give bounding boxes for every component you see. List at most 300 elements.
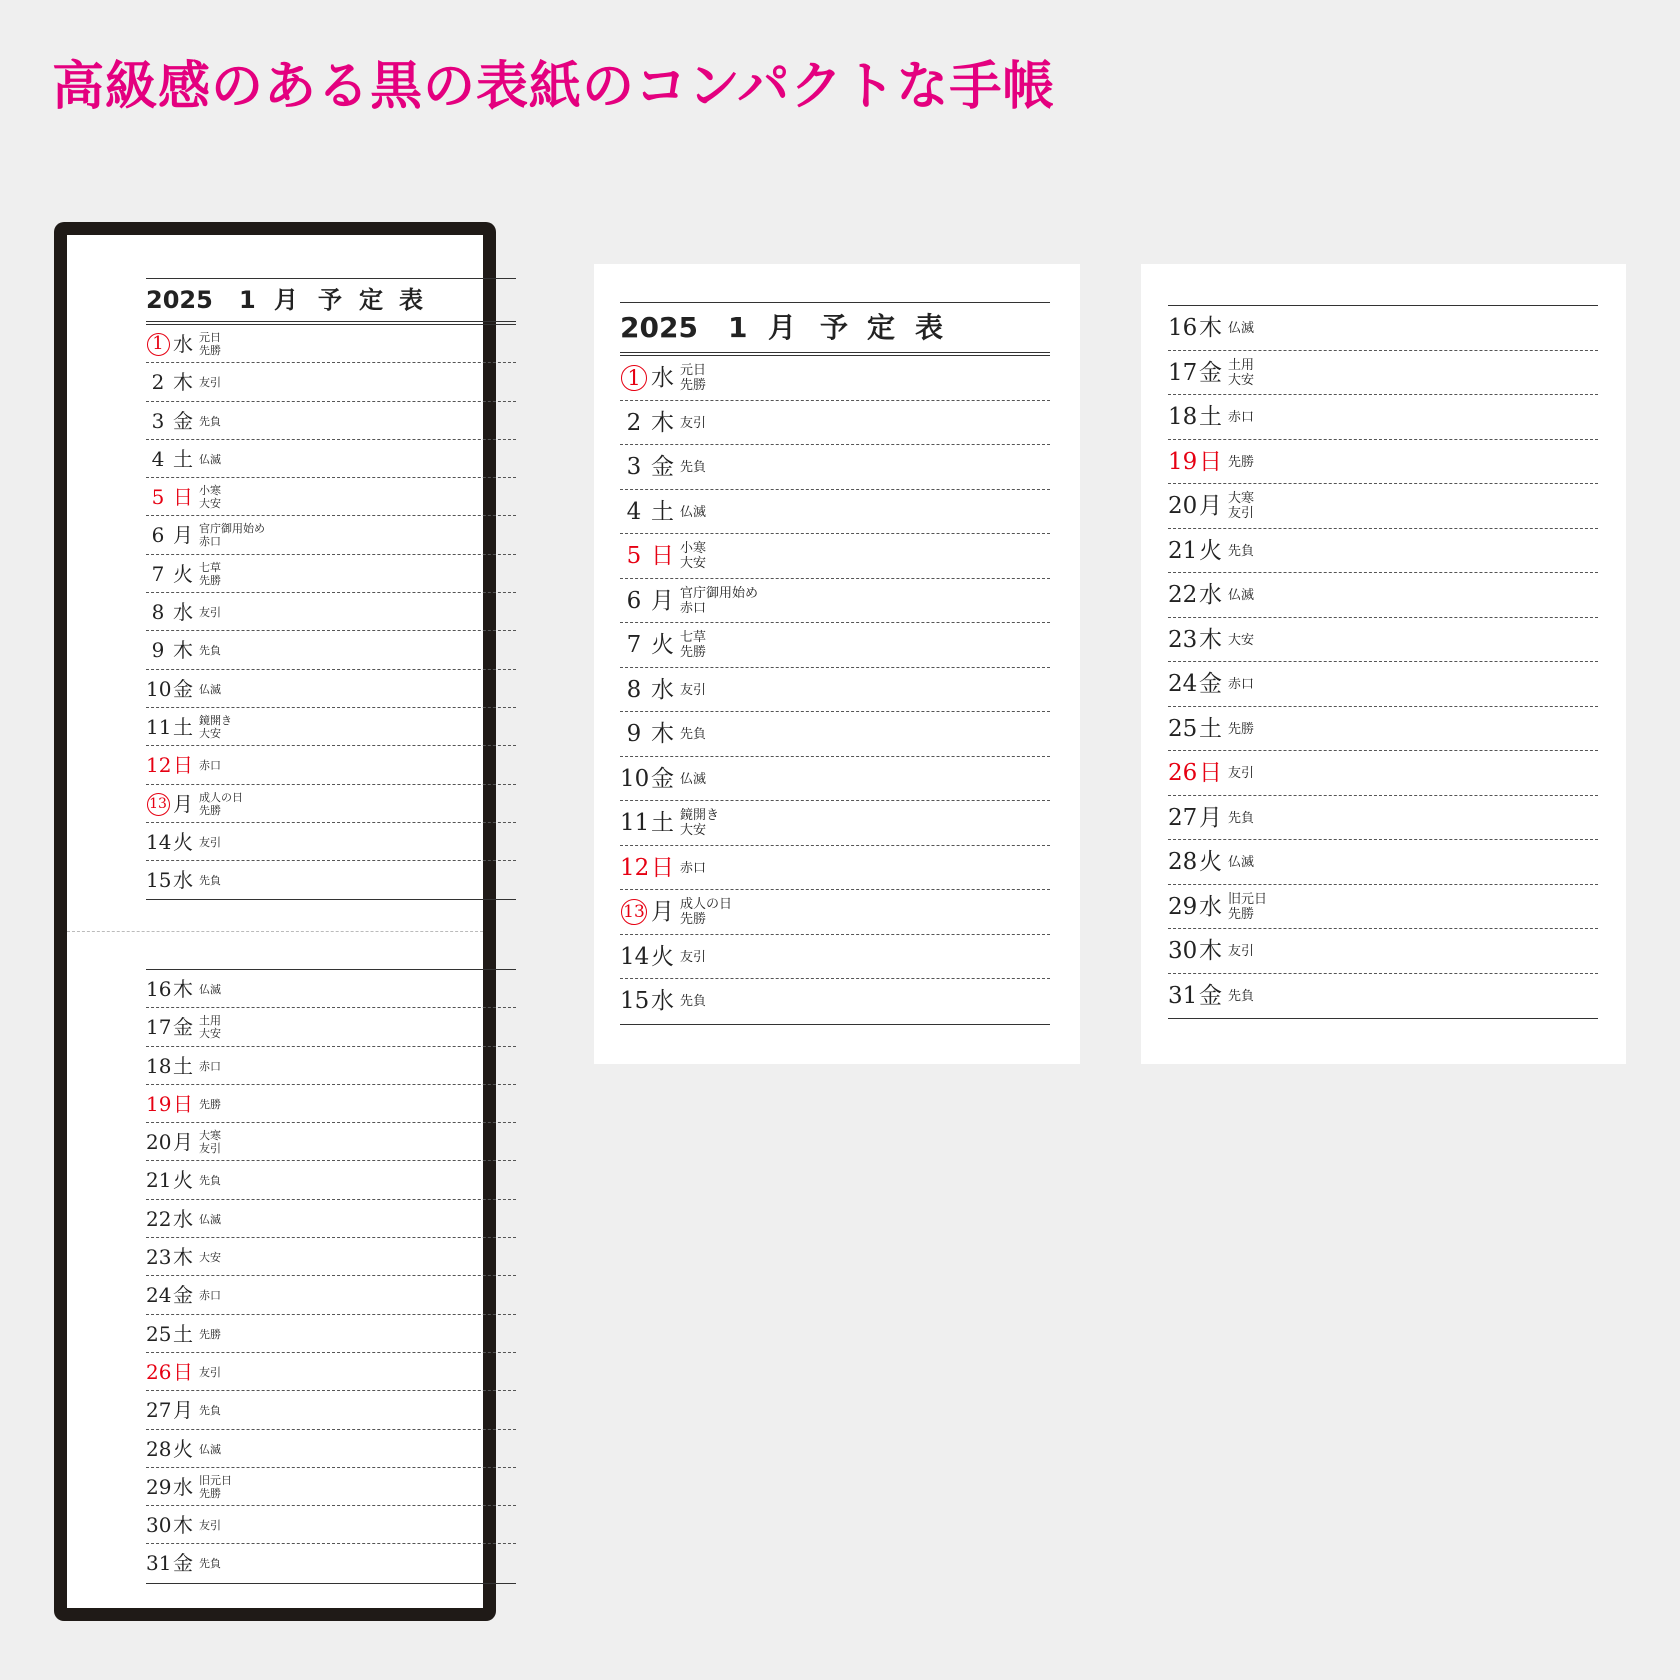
rokuyo-note (199, 331, 221, 357)
weekday: 金 (173, 1283, 193, 1308)
rokuyo-note (199, 644, 221, 657)
day-row (146, 516, 516, 554)
rokuyo-note (199, 1366, 221, 1379)
weekday: 水 (651, 676, 674, 703)
rokuyo-line: 大安 (199, 1027, 221, 1041)
day-row (1168, 751, 1598, 796)
day-number: 4 (151, 446, 165, 471)
day-row (1168, 885, 1598, 930)
day-row (1168, 929, 1598, 974)
rokuyo-line: 先勝 (199, 803, 221, 817)
rokuyo-note (1228, 989, 1254, 1004)
rokuyo-line: 仏滅 (199, 1212, 221, 1226)
weekday: 月 (173, 523, 193, 548)
rokuyo-line: 先勝 (199, 1327, 221, 1341)
day-number: 19 (146, 1091, 172, 1116)
rokuyo-note (1228, 588, 1254, 603)
weekday: 火 (173, 561, 193, 586)
weekday: 土 (651, 498, 674, 525)
day-number: 31 (1168, 982, 1198, 1009)
rokuyo-line: 友引 (680, 949, 707, 965)
rokuyo-line: 旧元日 (1228, 891, 1268, 907)
day-list (1168, 306, 1598, 1019)
weekday: 土 (173, 1321, 193, 1346)
rokuyo-note (199, 1519, 221, 1532)
rokuyo-line: 友引 (199, 376, 221, 390)
rokuyo-line: 先負 (199, 1557, 221, 1571)
day-row (1168, 840, 1598, 885)
day-row (620, 445, 1050, 490)
day-number: 1 (627, 366, 641, 390)
weekday: 月 (173, 1130, 193, 1155)
rokuyo-line: 先勝 (1228, 454, 1255, 470)
rokuyo-note (199, 1251, 221, 1264)
rokuyo-line: 土用 (199, 1014, 221, 1028)
rokuyo-note (680, 808, 719, 838)
day-number: 23 (146, 1245, 172, 1270)
day-row (146, 402, 516, 440)
weekday: 木 (1199, 626, 1222, 653)
rokuyo-note (199, 453, 221, 466)
day-row (1168, 974, 1598, 1019)
day-row (146, 970, 516, 1008)
day-number: 18 (146, 1053, 172, 1078)
day-row (146, 785, 516, 823)
weekday: 日 (651, 854, 674, 881)
weekday: 金 (1199, 671, 1222, 697)
rokuyo-note (1228, 633, 1254, 648)
rokuyo-note (1228, 491, 1254, 521)
weekday: 日 (173, 1091, 193, 1116)
notebook-black-cover (54, 222, 496, 1621)
rokuyo-line: 成人の日 (199, 790, 243, 804)
rokuyo-line: 先勝 (680, 378, 707, 393)
day-number: 31 (146, 1551, 172, 1576)
day-row (146, 1315, 516, 1353)
rokuyo-line: 大安 (680, 823, 707, 838)
rokuyo-note (199, 1098, 221, 1111)
day-number: 8 (151, 600, 165, 625)
day-number: 27 (1168, 804, 1198, 831)
weekday: 月 (1199, 804, 1222, 831)
rokuyo-line: 鏡開き (680, 808, 720, 823)
rokuyo-line: 先勝 (199, 1097, 221, 1111)
weekday: 日 (173, 753, 193, 778)
weekday: 木 (173, 1513, 193, 1538)
rokuyo-note (199, 561, 221, 587)
day-row (1168, 306, 1598, 351)
weekday: 日 (1199, 760, 1222, 786)
rokuyo-line: 土用 (1228, 357, 1255, 373)
day-row (146, 1008, 516, 1046)
rokuyo-note (1228, 544, 1254, 559)
day-row (146, 363, 516, 401)
day-number: 16 (146, 977, 172, 1001)
day-row (620, 890, 1050, 935)
weekday: 火 (173, 1436, 193, 1461)
rokuyo-line: 先負 (199, 1404, 221, 1418)
rokuyo-note (1228, 321, 1254, 336)
weekday: 土 (173, 1053, 193, 1078)
weekday: 日 (173, 485, 193, 510)
day-number: 1 (152, 333, 164, 354)
rokuyo-line: 官庁御用始め (680, 585, 759, 601)
rokuyo-note (199, 484, 221, 510)
rokuyo-line: 友引 (1228, 944, 1255, 959)
day-number: 17 (1168, 359, 1198, 386)
weekday: 木 (651, 409, 674, 436)
day-row (620, 668, 1050, 713)
rokuyo-note (199, 1289, 221, 1302)
rokuyo-line: 先負 (199, 644, 221, 658)
rokuyo-line: 元日 (680, 363, 707, 378)
day-number: 20 (1168, 493, 1198, 519)
day-row (146, 1353, 516, 1391)
day-row (146, 325, 516, 363)
day-row (620, 757, 1050, 802)
rokuyo-line: 大安 (199, 726, 221, 740)
day-number: 25 (146, 1321, 172, 1346)
rokuyo-line: 大安 (680, 556, 707, 571)
rokuyo-line: 友引 (199, 606, 221, 620)
weekday: 水 (173, 1206, 193, 1231)
rokuyo-line: 先勝 (199, 344, 221, 357)
day-number: 22 (146, 1206, 172, 1231)
weekday: 金 (173, 1551, 193, 1576)
day-number: 11 (146, 714, 172, 739)
day-number: 21 (146, 1168, 172, 1193)
day-row (146, 1391, 516, 1429)
day-row (146, 631, 516, 669)
rokuyo-line: 友引 (199, 1365, 221, 1379)
day-row (1168, 395, 1598, 440)
day-number: 11 (620, 810, 650, 836)
title-label-2: 定 (359, 286, 383, 314)
day-number: 12 (620, 854, 650, 881)
weekday: 金 (173, 676, 193, 701)
weekday: 月 (173, 791, 193, 816)
title-label-2: 定 (867, 311, 896, 344)
day-number: 19 (1168, 448, 1198, 475)
weekday: 木 (1199, 938, 1222, 964)
title-month: 1 (728, 311, 748, 344)
day-number: 10 (620, 765, 650, 792)
day-number: 10 (146, 676, 172, 701)
day-number: 4 (626, 498, 642, 525)
rokuyo-note (1228, 358, 1254, 388)
rokuyo-note (1228, 892, 1267, 922)
rokuyo-note (1228, 811, 1254, 826)
day-number: 5 (626, 543, 642, 569)
day-row (1168, 707, 1598, 752)
rokuyo-line: 先負 (680, 727, 707, 742)
rokuyo-line: 先負 (1228, 988, 1255, 1004)
day-row (620, 623, 1050, 668)
day-number: 3 (151, 408, 165, 433)
rokuyo-line: 小寒 (680, 541, 707, 556)
day-row (620, 801, 1050, 846)
day-number: 21 (1168, 537, 1198, 564)
rokuyo-note (1228, 722, 1254, 737)
rokuyo-note (680, 727, 706, 742)
rokuyo-line: 仏滅 (199, 682, 221, 696)
day-row (620, 490, 1050, 535)
day-row (620, 979, 1050, 1024)
rokuyo-line: 大寒 (199, 1129, 221, 1143)
weekday: 水 (173, 332, 193, 356)
weekday: 水 (173, 868, 193, 893)
day-number: 24 (146, 1283, 172, 1308)
headline: 高級感のある黒の表紙のコンパクトな手帳 (52, 57, 1056, 117)
rokuyo-note (680, 586, 758, 616)
weekday: 日 (651, 543, 674, 569)
rokuyo-note (1228, 855, 1254, 870)
rokuyo-line: 友引 (680, 415, 707, 431)
title-label-1: 予 (820, 311, 849, 344)
rokuyo-note (680, 861, 706, 876)
day-number: 26 (1168, 760, 1198, 786)
day-number: 17 (146, 1015, 172, 1040)
day-row (1168, 573, 1598, 618)
rokuyo-line: 大安 (199, 497, 221, 511)
day-number: 24 (1168, 671, 1198, 697)
day-row (146, 1468, 516, 1506)
day-row (146, 1085, 516, 1123)
weekday: 水 (651, 365, 674, 391)
weekday: 火 (651, 632, 674, 658)
rokuyo-line: 七草 (680, 630, 707, 645)
rokuyo-line: 先勝 (199, 1486, 221, 1500)
rokuyo-note (199, 1174, 221, 1187)
day-row (1168, 618, 1598, 663)
rokuyo-note (199, 1060, 221, 1073)
day-row (146, 478, 516, 516)
day-number: 6 (626, 587, 642, 614)
day-number: 3 (626, 454, 642, 480)
day-number: 12 (146, 753, 172, 778)
rokuyo-line: 仏滅 (199, 1442, 221, 1456)
day-row (146, 861, 516, 899)
weekday: 金 (173, 1015, 193, 1040)
day-number: 5 (151, 485, 165, 510)
rokuyo-line: 先負 (1228, 810, 1255, 826)
day-row (146, 1238, 516, 1276)
day-number: 28 (1168, 849, 1198, 875)
day-row (1168, 529, 1598, 574)
rokuyo-note (199, 791, 243, 817)
weekday: 水 (1199, 893, 1222, 920)
day-row (620, 712, 1050, 757)
rokuyo-note (199, 1557, 221, 1570)
day-row (146, 708, 516, 746)
weekday: 月 (1199, 493, 1222, 519)
rokuyo-note (680, 363, 706, 393)
title-year: 2025 (146, 286, 213, 314)
rokuyo-line: 成人の日 (680, 897, 733, 912)
rokuyo-note (680, 630, 706, 660)
day-row (620, 846, 1050, 891)
rokuyo-note (680, 541, 706, 571)
rokuyo-line: 赤口 (680, 600, 707, 616)
rokuyo-line: 友引 (680, 682, 707, 698)
rokuyo-line: 大寒 (1228, 491, 1255, 506)
day-row (146, 670, 516, 708)
day-row (1168, 351, 1598, 396)
day-row (146, 1200, 516, 1238)
rokuyo-line: 先勝 (1228, 721, 1255, 737)
rokuyo-line: 先負 (680, 994, 707, 1009)
rokuyo-line: 友引 (199, 1142, 221, 1156)
weekday: 金 (173, 408, 193, 433)
weekday: 木 (651, 721, 674, 747)
day-row (620, 401, 1050, 446)
day-row (146, 593, 516, 631)
day-number: 15 (146, 868, 172, 893)
day-number: 9 (626, 721, 642, 747)
day-number: 30 (1168, 938, 1198, 964)
day-number: 13 (149, 795, 167, 812)
rokuyo-note (199, 415, 221, 428)
day-number: 2 (626, 409, 642, 436)
day-number: 28 (146, 1436, 172, 1461)
day-row (1168, 662, 1598, 707)
rokuyo-line: 友引 (199, 835, 221, 849)
rokuyo-line: 赤口 (199, 535, 221, 549)
title-month-unit: 月 (274, 286, 298, 314)
weekday: 木 (173, 1245, 193, 1270)
day-number: 16 (1168, 315, 1198, 341)
day-row (1168, 796, 1598, 841)
title-month-unit: 月 (768, 311, 797, 344)
weekday: 水 (1199, 582, 1222, 608)
rokuyo-line: 友引 (1228, 506, 1255, 521)
day-number: 14 (146, 829, 172, 854)
rokuyo-line: 友引 (199, 1519, 221, 1533)
day-row (146, 746, 516, 784)
weekday: 水 (173, 600, 193, 625)
weekday: 日 (1199, 448, 1222, 475)
day-number: 27 (146, 1398, 172, 1423)
rokuyo-line: 先勝 (199, 573, 221, 587)
rokuyo-line: 鏡開き (199, 713, 232, 727)
page-days-1-15 (594, 264, 1080, 1064)
weekday: 水 (173, 1474, 193, 1499)
rokuyo-note (680, 416, 706, 431)
day-number: 25 (1168, 715, 1198, 742)
day-row (1168, 484, 1598, 529)
day-number: 13 (623, 902, 645, 922)
day-row (146, 440, 516, 478)
day-list (146, 325, 516, 900)
day-row (620, 579, 1050, 624)
day-number: 15 (620, 988, 650, 1014)
rokuyo-line: 仏滅 (199, 983, 221, 996)
rokuyo-line: 友引 (1228, 766, 1255, 781)
rokuyo-note (680, 897, 732, 927)
weekday: 土 (1199, 715, 1222, 742)
weekday: 火 (173, 1168, 193, 1193)
rokuyo-line: 大安 (1228, 632, 1255, 648)
fold-line (67, 931, 483, 932)
rokuyo-line: 赤口 (1228, 677, 1255, 692)
day-row (146, 1161, 516, 1199)
day-number: 2 (151, 370, 165, 395)
weekday: 火 (173, 829, 193, 854)
rokuyo-line: 元日 (199, 331, 221, 344)
rokuyo-line: 先勝 (680, 645, 707, 660)
rokuyo-note (680, 772, 706, 787)
rokuyo-line: 仏滅 (1228, 588, 1255, 603)
day-row (620, 935, 1050, 980)
day-number: 18 (1168, 404, 1198, 430)
rokuyo-line: 小寒 (199, 484, 221, 498)
title-month: 1 (239, 286, 256, 314)
rokuyo-note (199, 606, 221, 619)
rokuyo-line: 仏滅 (1228, 321, 1255, 336)
weekday: 木 (173, 977, 193, 1001)
rokuyo-line: 官庁御用始め (199, 522, 265, 536)
day-row (146, 1047, 516, 1085)
title-label-1: 予 (318, 286, 342, 314)
rokuyo-note (199, 1443, 221, 1456)
rokuyo-line: 大安 (1228, 372, 1255, 388)
weekday: 火 (1199, 537, 1222, 564)
weekday: 火 (651, 943, 674, 970)
rokuyo-note (1228, 410, 1254, 425)
weekday: 土 (173, 446, 193, 471)
page-days-16-31 (1141, 264, 1626, 1064)
day-row (146, 823, 516, 861)
rokuyo-note (199, 1328, 221, 1341)
rokuyo-line: 大安 (199, 1251, 221, 1265)
rokuyo-line: 先勝 (1228, 906, 1255, 922)
weekday: 月 (173, 1398, 193, 1423)
weekday: 月 (651, 899, 674, 925)
weekday: 金 (1199, 982, 1222, 1009)
rokuyo-note (199, 874, 221, 887)
rokuyo-line: 先負 (199, 874, 221, 888)
rokuyo-note (199, 522, 265, 548)
rokuyo-note (680, 950, 706, 965)
day-row (146, 1430, 516, 1468)
rokuyo-line: 先勝 (680, 912, 707, 927)
day-list (620, 356, 1050, 1025)
title-label-3: 表 (399, 286, 423, 314)
weekday: 月 (651, 587, 674, 614)
notebook-inner-page (67, 235, 483, 1608)
title-label-3: 表 (915, 311, 944, 344)
notebook-top-half (146, 278, 516, 900)
rokuyo-note (199, 1404, 221, 1417)
day-row (1168, 440, 1598, 485)
rokuyo-note (199, 1129, 221, 1155)
day-number: 22 (1168, 582, 1198, 608)
day-row (146, 1123, 516, 1161)
day-row (146, 1544, 516, 1582)
title-year: 2025 (620, 311, 698, 344)
weekday: 金 (1199, 359, 1222, 386)
day-row (146, 1276, 516, 1314)
rokuyo-note (199, 376, 221, 389)
day-row (146, 555, 516, 593)
rokuyo-line: 仏滅 (1228, 855, 1255, 870)
rokuyo-note (1228, 944, 1254, 959)
rokuyo-line: 赤口 (680, 860, 707, 876)
rokuyo-line: 赤口 (1228, 410, 1255, 425)
rokuyo-line: 七草 (199, 560, 221, 574)
rokuyo-note (199, 1014, 221, 1040)
day-number: 26 (146, 1359, 172, 1384)
